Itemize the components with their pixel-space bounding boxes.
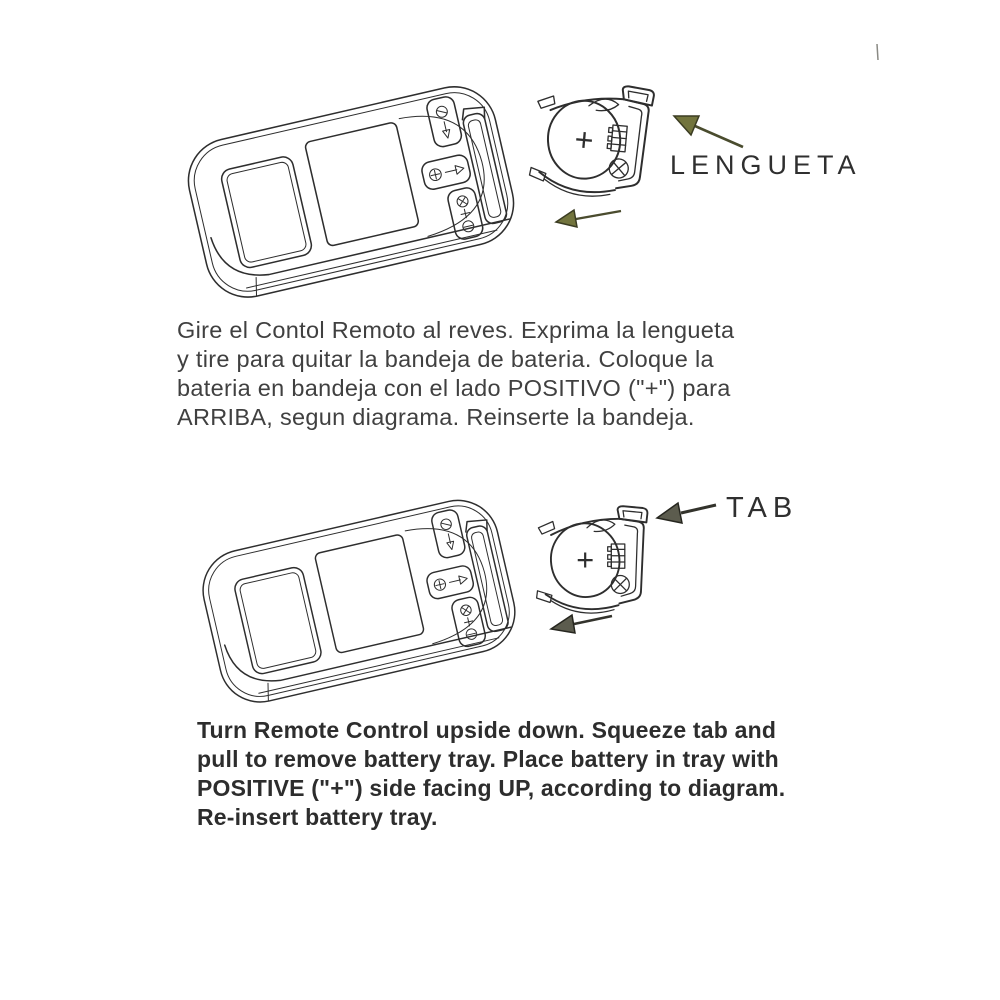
instruction-line: Gire el Contol Remoto al reves. Exprima la lengueta: [177, 317, 735, 343]
spanish-diagram: [180, 78, 743, 305]
spanish-instructions: [177, 316, 734, 432]
scan-artifact-mark: [877, 44, 878, 60]
english-instructions: [197, 716, 785, 832]
instruction-line: ARRIBA, segun diagrama. Reinserte la bandeja.: [177, 404, 695, 430]
instruction-line: POSITIVE ("+") side facing UP, according to diagram.: [197, 775, 786, 801]
english-diagram: [195, 492, 716, 710]
pull-arrow-top: [556, 210, 621, 227]
instruction-line: bateria en bandeja con el lado POSITIVO ("+") para: [177, 375, 731, 401]
line-art-layer: +: [0, 0, 1000, 1000]
tab-pointer-arrow: [657, 503, 716, 523]
instruction-line: y tire para quitar la bandeja de bateria. Coloque la: [177, 346, 714, 372]
instruction-line: Turn Remote Control upside down. Squeeze tab and: [197, 717, 777, 743]
lengueta-callout-label: LENGUETA: [670, 150, 862, 180]
pull-arrow-bottom: [551, 615, 612, 633]
remote-bottom: [195, 492, 523, 710]
instruction-line: pull to remove battery tray. Place battery in tray with: [197, 746, 779, 772]
instruction-line: Re-insert battery tray.: [197, 804, 438, 830]
tray-bottom: [537, 506, 648, 613]
remote-top: [180, 78, 522, 305]
tray-top: [528, 78, 654, 201]
tab-callout-label: TAB: [726, 492, 799, 524]
lengueta-pointer-arrow: [674, 116, 743, 147]
